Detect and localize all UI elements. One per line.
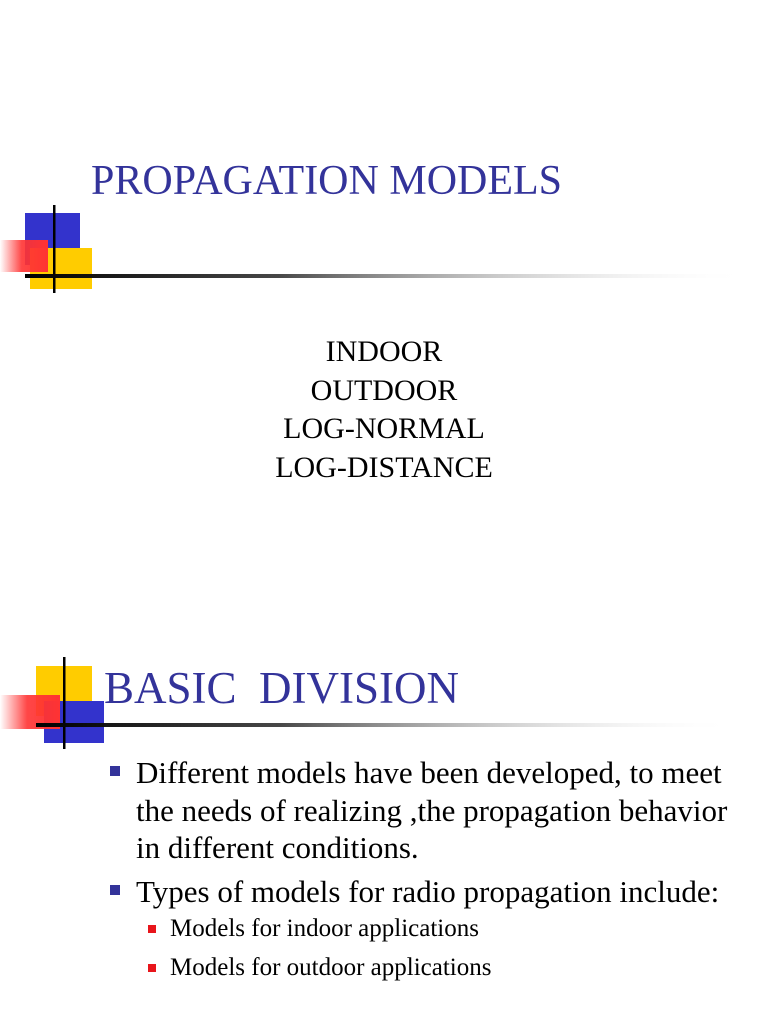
list-item <box>136 914 758 944</box>
square-bullet-icon <box>148 964 156 972</box>
bullet-text: Different models have been developed, to meet the needs of realizing ,the propagation behavior in different conditions. <box>136 755 728 865</box>
list-item <box>108 754 758 867</box>
list-item: OUTDOOR <box>310 373 458 407</box>
sub-bullet-text: Models for outdoor applications <box>170 954 492 981</box>
square-bullet-icon <box>148 925 156 933</box>
list-item: INDOOR <box>325 335 443 368</box>
list-item: LOG-NORMAL <box>283 412 485 445</box>
list-item: LOG-DISTANCE <box>275 450 493 484</box>
model-type-list <box>0 333 768 487</box>
slide-title: BASIC DIVISION <box>104 663 460 713</box>
sub-bullet-list <box>136 914 758 983</box>
sub-bullet-text: Models for indoor applications <box>170 915 479 942</box>
slide-title: PROPAGATION MODELS <box>91 158 563 204</box>
slide-decoration-icon <box>0 200 768 295</box>
bullet-text: Types of models for radio propagation include: <box>136 873 720 909</box>
bullet-list <box>108 754 758 992</box>
list-item <box>108 873 758 984</box>
square-bullet-icon <box>110 885 120 895</box>
square-bullet-icon <box>110 766 120 776</box>
list-item <box>136 953 758 983</box>
